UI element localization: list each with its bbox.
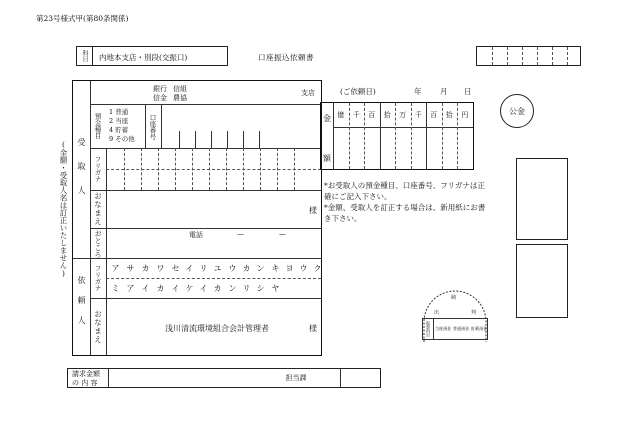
stamp-right: 判 bbox=[471, 310, 477, 316]
kana-char: リ bbox=[199, 264, 208, 273]
side-box-upper bbox=[516, 158, 568, 240]
kana-char: ヨ bbox=[285, 264, 294, 273]
amount-unit: 億 bbox=[337, 111, 345, 119]
phone-dash-1: — bbox=[237, 230, 244, 238]
kana-char: ウ bbox=[299, 264, 308, 273]
requester-honorific: 様 bbox=[309, 324, 317, 333]
kana-char: ア bbox=[111, 264, 120, 273]
request-date-label: (ご依頼日) bbox=[340, 87, 376, 96]
recipient-address-label: おところ bbox=[94, 229, 102, 258]
receipt-stamp bbox=[420, 288, 490, 342]
stamp-col-1: 振替科目 bbox=[423, 319, 434, 339]
account-number-label: 口座番号 bbox=[148, 114, 157, 140]
kana-char: ケ bbox=[185, 284, 194, 293]
note-1: *お受取人の預金種目、口座番号、フリガナは正確にご記入下さい。 bbox=[324, 181, 485, 201]
notes bbox=[324, 180, 492, 224]
deposit-type-2: 2 当座 bbox=[109, 117, 129, 125]
amount-label-kin: 金 bbox=[323, 114, 331, 123]
form-number: 第23号様式甲(第80条関係) bbox=[36, 14, 129, 23]
deposit-type-label: 預金種目 bbox=[93, 113, 102, 139]
request-date-year: 年 bbox=[414, 87, 422, 96]
kana-char: ク bbox=[313, 264, 322, 273]
deposit-type-list bbox=[109, 108, 135, 144]
bank-type-2: 信組 bbox=[173, 85, 187, 93]
kana-char: ヤ bbox=[271, 284, 280, 293]
content-label-1: 請求金額 bbox=[72, 370, 100, 378]
kana-char: カ bbox=[156, 284, 165, 293]
amount-unit: 千 bbox=[414, 111, 422, 119]
main-form bbox=[72, 80, 322, 356]
kana-char: セ bbox=[171, 264, 180, 273]
kana-char: ユ bbox=[213, 264, 222, 273]
deposit-type-4: 9 その他 bbox=[109, 135, 135, 143]
amount-unit: 万 bbox=[399, 111, 407, 119]
requester-side-label: 依頼人 bbox=[77, 276, 86, 336]
requester-name: 浅川清流環境組合会計管理者 bbox=[165, 324, 269, 333]
kana-char: ミ bbox=[111, 284, 120, 293]
kana-char: カ bbox=[213, 284, 222, 293]
kana-char: イ bbox=[199, 284, 208, 293]
kana-char: シ bbox=[256, 284, 265, 293]
deposit-type-1: 1 普通 bbox=[109, 108, 129, 116]
side-note: (金額・受取人名は訂正いたしません) bbox=[59, 140, 68, 278]
amount-unit: 円 bbox=[461, 111, 469, 119]
recipient-furigana-label: フリガナ bbox=[93, 156, 102, 182]
footer-box bbox=[67, 368, 381, 388]
amount-label-gaku: 額 bbox=[323, 154, 331, 163]
recipient-side-label: 受取人 bbox=[77, 138, 86, 210]
page-title: 口座振込依頼書 bbox=[258, 53, 314, 62]
amount-unit: 百 bbox=[430, 111, 438, 119]
stamp-top: 納 bbox=[451, 295, 457, 301]
kana-char: リ bbox=[242, 284, 251, 293]
kana-char: ン bbox=[228, 284, 237, 293]
stamp-col-4: 貯蓄預金 bbox=[471, 326, 487, 331]
subject-value: 内地本支店・別段(交振口) bbox=[99, 53, 188, 62]
amount-box bbox=[320, 102, 474, 170]
content-label-2: の 内 容 bbox=[72, 379, 98, 387]
phone-dash-2: — bbox=[279, 230, 286, 238]
deposit-type-3: 4 貯蓄 bbox=[109, 126, 129, 134]
amount-unit: 百 bbox=[368, 111, 376, 119]
staff-label: 担当課 bbox=[285, 374, 307, 382]
kana-row-1 bbox=[107, 259, 321, 278]
requester-name-label: おなまえ bbox=[93, 310, 103, 344]
requester-furigana-label: フリガナ bbox=[93, 265, 102, 291]
kana-row-2 bbox=[107, 279, 321, 298]
bank-use-box bbox=[476, 46, 581, 66]
request-date-month: 月 bbox=[440, 87, 448, 96]
kana-char: キ bbox=[271, 264, 280, 273]
content-label bbox=[72, 370, 100, 388]
recipient-name-label: おなまえ bbox=[93, 192, 103, 226]
seal-label: 公金 bbox=[509, 106, 525, 116]
kana-char: ア bbox=[126, 284, 135, 293]
kana-char: イ bbox=[141, 284, 150, 293]
subject-box bbox=[76, 46, 228, 66]
side-box-lower bbox=[516, 244, 568, 318]
kana-char: イ bbox=[171, 284, 180, 293]
kana-char: サ bbox=[126, 264, 135, 273]
subject-label: 科目 bbox=[77, 47, 93, 65]
kana-char: ウ bbox=[228, 264, 237, 273]
kana-char: イ bbox=[185, 264, 194, 273]
stamp-table bbox=[422, 318, 488, 340]
stamp-col-3: 普通預金 bbox=[453, 326, 469, 331]
note-2: *金額、受取人を訂正する場合は、新用紙にお書き下さい。 bbox=[324, 203, 486, 223]
bank-type-1: 銀行 bbox=[153, 85, 167, 93]
amount-unit: 千 bbox=[352, 111, 360, 119]
seal-circle bbox=[500, 94, 534, 128]
branch-suffix: 支店 bbox=[301, 89, 315, 97]
kana-char: カ bbox=[141, 264, 150, 273]
amount-units bbox=[333, 103, 473, 127]
bank-type-4: 農協 bbox=[173, 94, 187, 102]
recipient-honorific: 様 bbox=[309, 206, 317, 215]
kana-char: ン bbox=[256, 264, 265, 273]
amount-unit: 拾 bbox=[445, 111, 453, 119]
kana-char: カ bbox=[242, 264, 251, 273]
bank-type-3: 信金 bbox=[153, 94, 167, 102]
stamp-left: 出 bbox=[434, 310, 440, 316]
stamp-col-2: 当座預金 bbox=[435, 326, 451, 331]
kana-char: ワ bbox=[156, 264, 165, 273]
request-date-day: 日 bbox=[464, 87, 472, 96]
phone-label: 電話 bbox=[189, 231, 203, 239]
amount-unit: 拾 bbox=[383, 111, 391, 119]
